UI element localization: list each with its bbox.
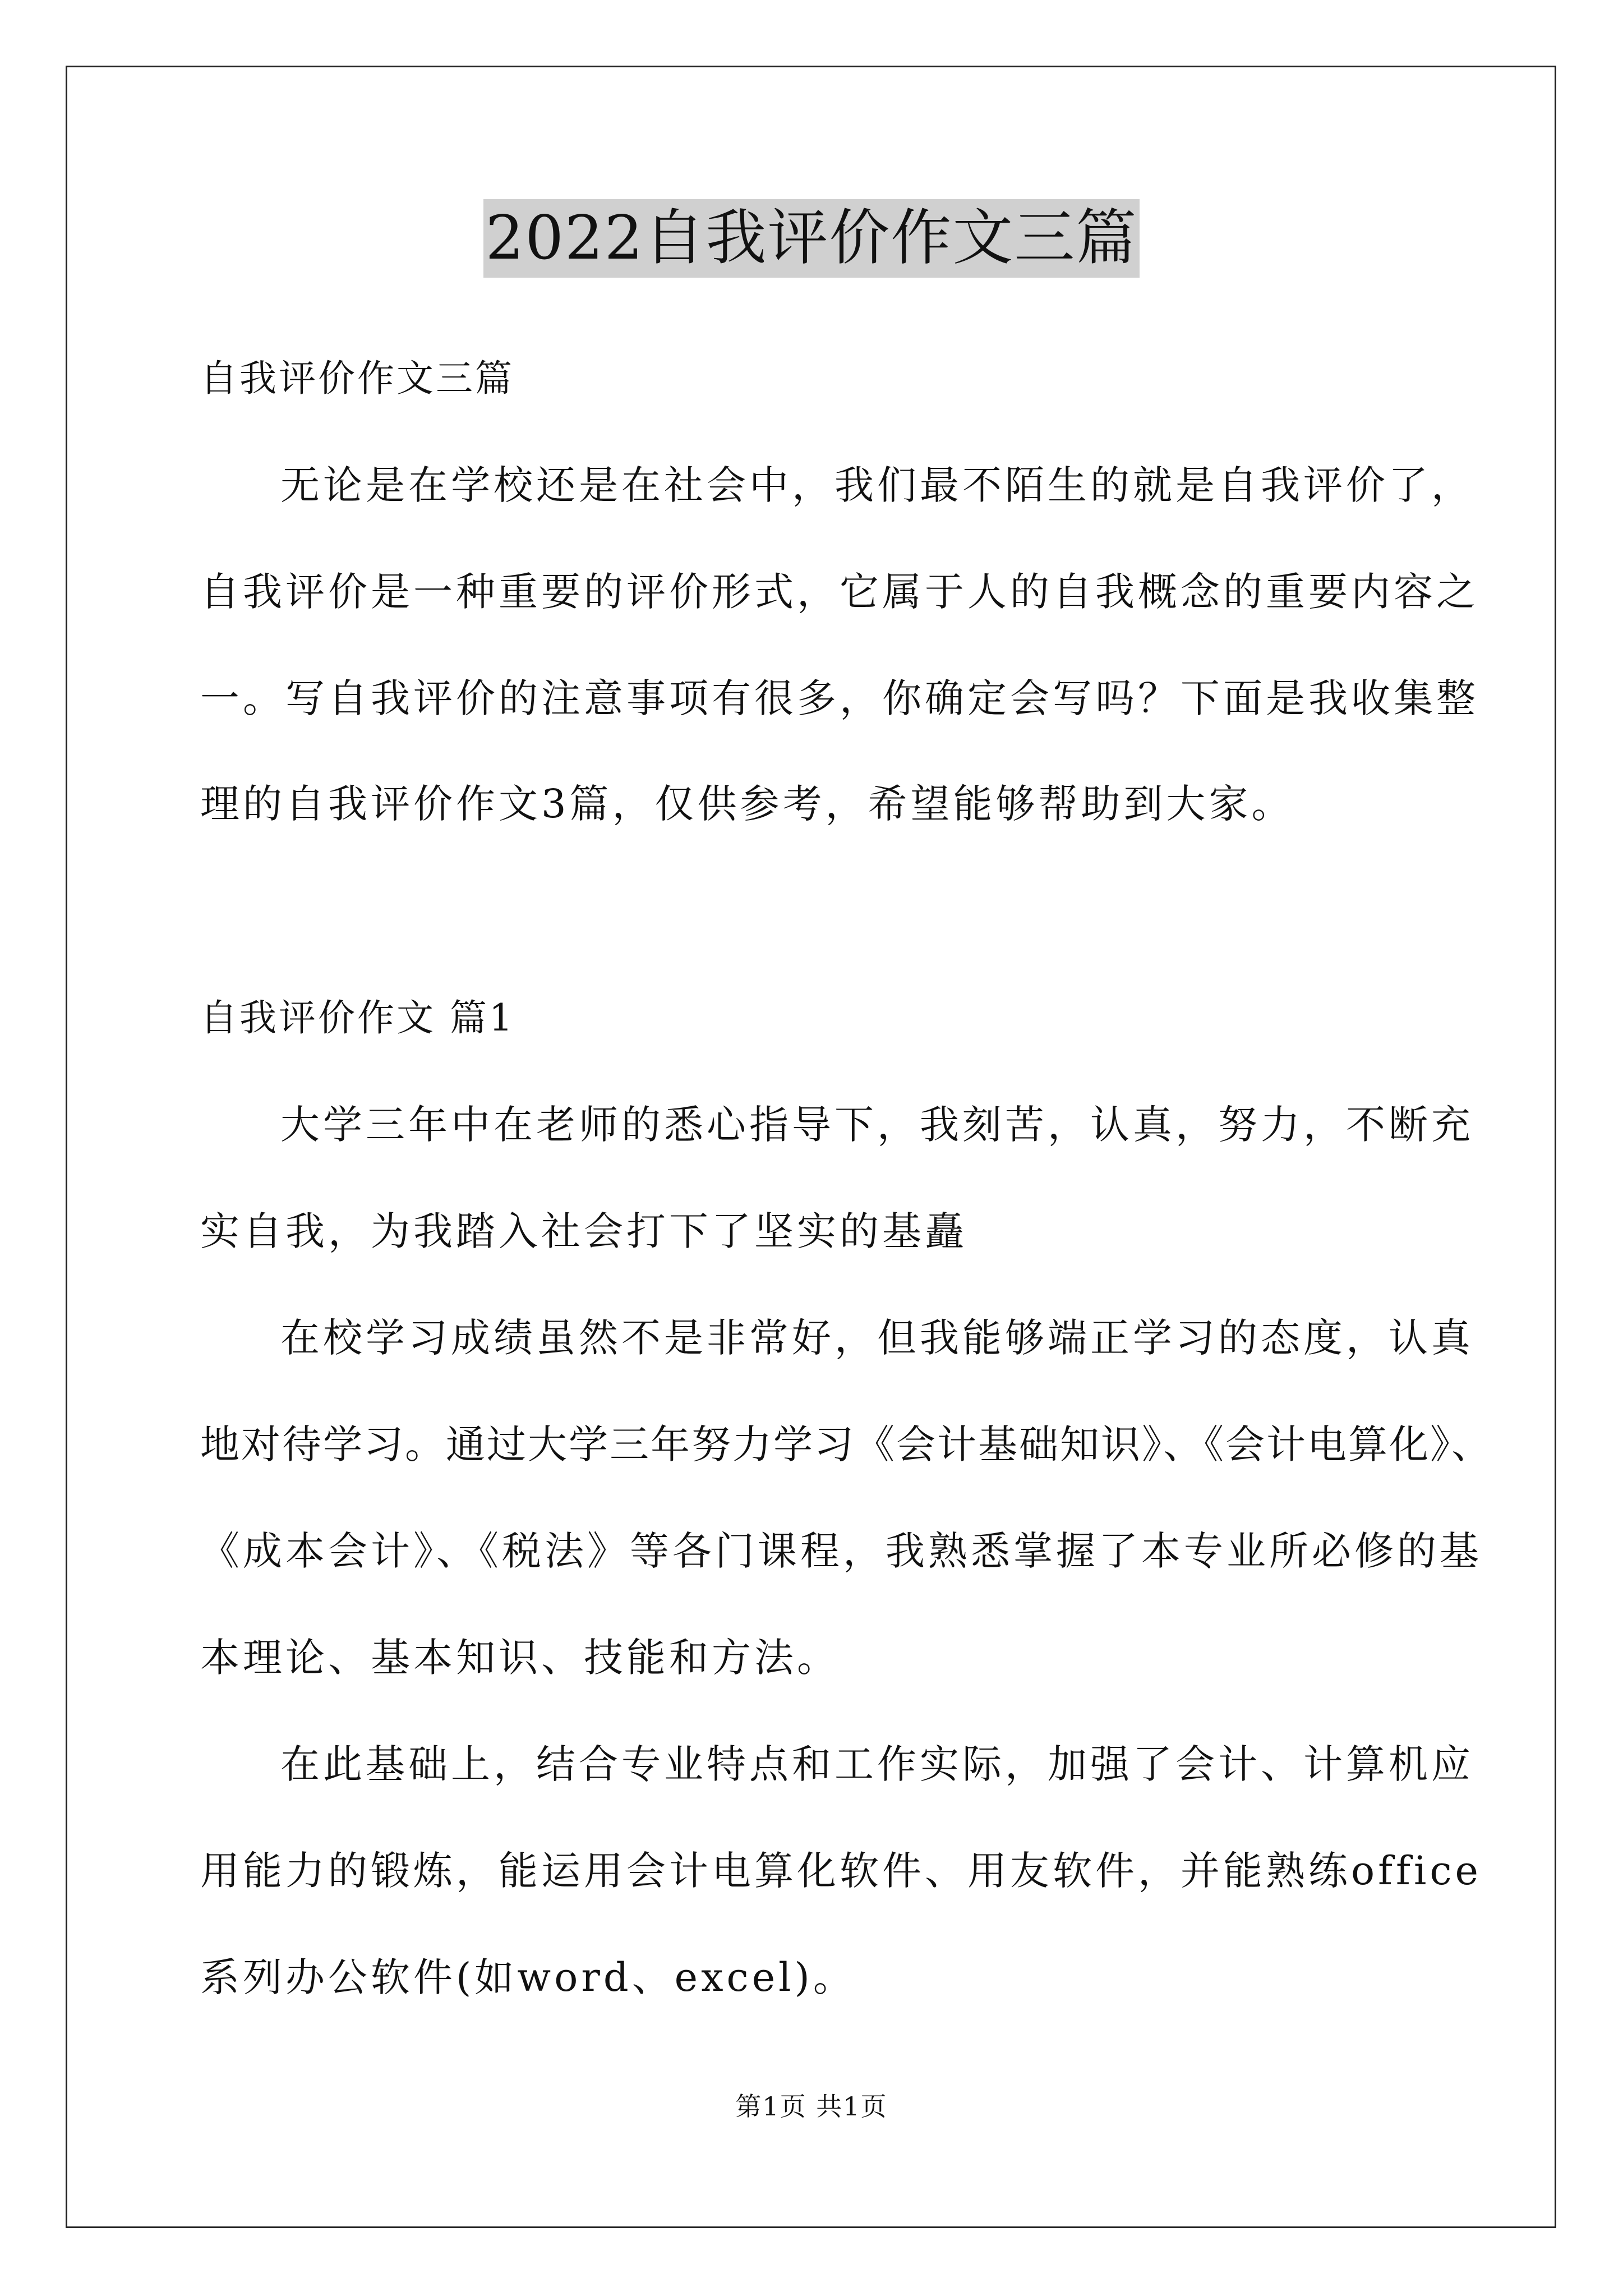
- document-subtitle: 自我评价作文三篇: [200, 357, 514, 400]
- body-line: 在校学习成绩虽然不是非常好，但我能够端正学习的态度，认真: [280, 1315, 1474, 1361]
- document-title: 2022自我评价作文三篇: [483, 199, 1140, 278]
- body-line: 系列办公软件(如word、excel)。: [200, 1954, 856, 2000]
- title-container: [0, 199, 1623, 278]
- body-line: 用能力的锻炼，能运用会计电算化软件、用友软件，并能熟练office: [200, 1848, 1482, 1894]
- body-line: 实自我，为我踏入社会打下了坚实的基矗: [200, 1208, 967, 1254]
- body-line: 大学三年中在老师的悉心指导下，我刻苦，认真，努力，不断充: [280, 1102, 1474, 1148]
- page-footer: 第1页 共1页: [735, 2091, 888, 2122]
- intro-line: 自我评价是一种重要的评价形式，它属于人的自我概念的重要内容之: [200, 569, 1479, 615]
- body-line: 地对待学习。通过大学三年努力学习《会计基础知识》、《会计电算化》、: [200, 1421, 1492, 1467]
- body-line: 在此基础上，结合专业特点和工作实际，加强了会计、计算机应: [280, 1741, 1474, 1787]
- intro-line: 无论是在学校还是在社会中，我们最不陌生的就是自我评价了，: [280, 462, 1474, 508]
- body-line: 本理论、基本知识、技能和方法。: [200, 1635, 840, 1681]
- body-line: 《成本会计》、《税法》等各门课程，我熟悉掌握了本专业所必修的基: [200, 1528, 1482, 1574]
- section-heading: 自我评价作文 篇1: [200, 996, 515, 1039]
- intro-line: 一。写自我评价的注意事项有很多，你确定会写吗？下面是我收集整: [200, 675, 1479, 721]
- intro-line: 理的自我评价作文3篇，仅供参考，希望能够帮助到大家。: [200, 781, 1294, 827]
